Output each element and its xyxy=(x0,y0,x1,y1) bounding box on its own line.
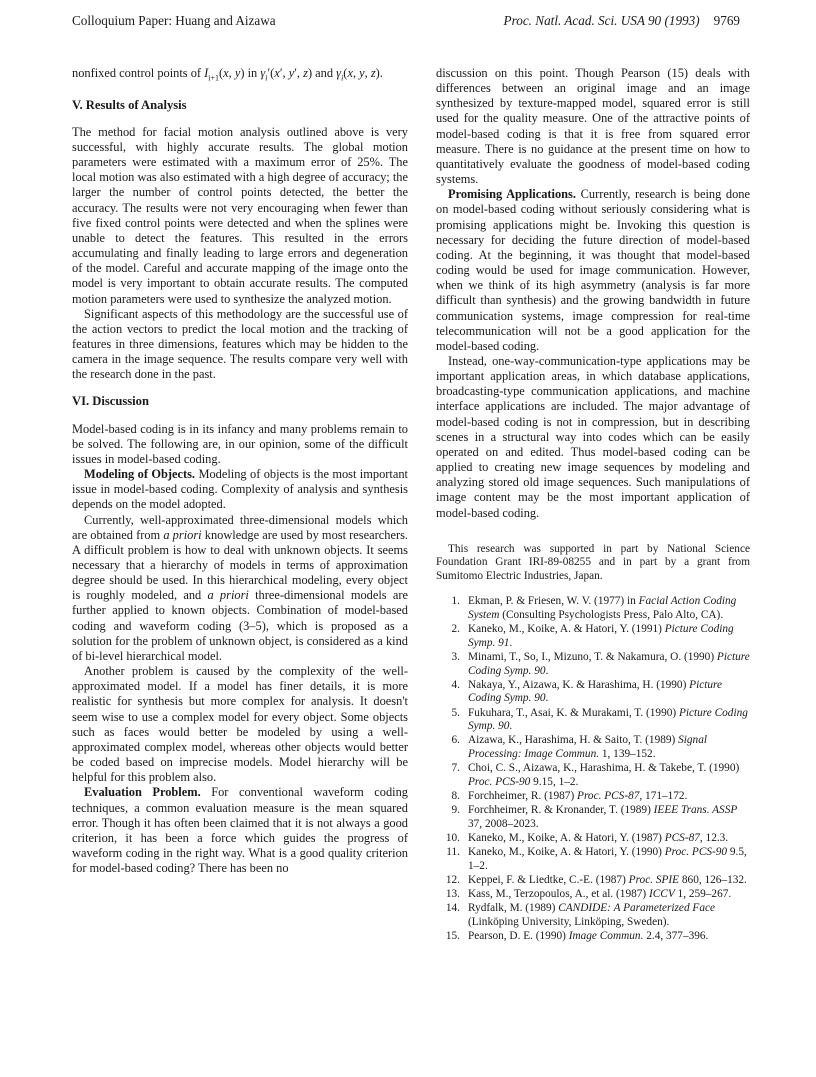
reference-authors: Kaneko, M., Koike, A. & Hatori, Y. (1987) xyxy=(468,831,665,844)
modeling-paragraph-1 xyxy=(72,467,408,512)
reference-authors: Kass, M., Terzopoulos, A., et al. (1987) xyxy=(468,888,649,901)
promising-run-in-title: Promising Applications. xyxy=(448,187,576,202)
reference-authors: Nakaya, Y., Aizawa, K. & Harashima, H. (1990) xyxy=(468,678,690,691)
reference-number: 1. xyxy=(451,595,460,608)
reference-source: Image Commun. xyxy=(568,930,644,943)
reference-details: 2.4, 377–396. xyxy=(643,930,709,943)
a-priori-italic-2: a priori xyxy=(207,588,249,603)
reference-item xyxy=(436,888,750,902)
reference-authors: Aizawa, K., Harashima, H. & Saito, T. (1989) xyxy=(468,734,679,747)
reference-number: 13. xyxy=(445,888,460,901)
reference-authors: Choi, C. S., Aizawa, K., Harashima, H. & Takebe, T. (1990) xyxy=(468,762,740,775)
reference-details: , 12.3. xyxy=(699,831,729,844)
left-column xyxy=(72,66,408,876)
reference-authors: Rydfalk, M. (1989) xyxy=(468,902,559,915)
reference-number: 14. xyxy=(445,902,460,915)
acknowledgment: This research was supported in part by National Science Foundation Grant IRI-89-08255 and in part by a grant from Sumitomo Electric Industries, Japan. xyxy=(436,542,750,582)
header-authors: Colloquium Paper: Huang and Aizawa xyxy=(72,13,276,28)
promising-paragraph-2: Instead, one-way-communication-type applications may be important application areas, in which database applications, broadcasting-type communication applications, and machine interface applications are included. The major advantage of model-based coding is not in compression, but in describing scenes in a structural way into codes which can be easily operated on and edited. Thus model-based coding can be applied to creating new image sequences by modeling and analyzing stored old image sequences. Such manipulations of image content may be the most important application of model-based coding. xyxy=(436,353,750,520)
reference-item xyxy=(436,930,750,944)
reference-authors: Keppei, F. & Liedtke, C.-E. (1987) xyxy=(468,873,629,886)
reference-source: IEEE Trans. ASSP xyxy=(653,804,738,817)
reference-item xyxy=(436,762,750,789)
reference-item xyxy=(436,832,750,846)
reference-source: Picture Coding Symp. 91 xyxy=(468,623,734,649)
reference-authors: Kaneko, M., Koike, A. & Hatori, Y. (1990) xyxy=(468,846,665,859)
back-matter xyxy=(436,543,750,944)
reference-details: , 171–172. xyxy=(639,789,688,802)
reference-details: 9.15, 1–2. xyxy=(530,775,579,788)
reference-text xyxy=(468,651,750,678)
evaluation-paragraph-1 xyxy=(72,785,408,876)
reference-text xyxy=(468,902,750,929)
reference-number: 10. xyxy=(445,831,460,844)
modeling-text-2c: three-dimensional models are further applied to known objects. Combination of model-based coding and waveform coding (3–5), which is proposed as a solution for the problem of unknown object, is considered as a kind of bi-level hierarchical model. xyxy=(72,588,408,663)
reference-details: (Linköping University, Linköping, Sweden). xyxy=(468,915,670,928)
reference-text xyxy=(468,623,750,650)
reference-details: . xyxy=(509,720,513,733)
reference-text xyxy=(468,679,750,706)
reference-text xyxy=(468,846,750,873)
reference-item xyxy=(436,804,750,831)
reference-details: (Consulting Psychologists Press, Palo Alto, CA). xyxy=(499,609,724,622)
reference-number: 15. xyxy=(445,930,460,943)
reference-authors: Kaneko, M., Koike, A. & Hatori, Y. (1991) xyxy=(468,623,665,636)
reference-number: 9. xyxy=(451,804,460,817)
reference-list xyxy=(436,595,750,943)
reference-item xyxy=(436,846,750,873)
reference-details: . xyxy=(545,664,549,677)
evaluation-text-1: For conventional waveform coding techniques, a common evaluation measure is the mean squared error. Though it has often been claimed that it is not always a good criterion, it has been a force which guides the progress of waveform coding in the right way. What is a good quality criterion for model-based coding? There has been no xyxy=(72,785,408,876)
reference-details: . xyxy=(545,692,549,705)
reference-source: ICCV xyxy=(648,888,675,901)
reference-text xyxy=(468,804,750,831)
reference-details: 1, 259–267. xyxy=(674,888,732,901)
section-heading-discussion: VI. Discussion xyxy=(72,394,149,409)
reference-item xyxy=(436,707,750,734)
modeling-text-2b: knowledge are used by most researchers. A difficult problem is how to deal with unknown objects. It seems necessary that a hierarchy of models in terms of approximation degree should be used. In this hierarchical modeling, every object is roughly modeled, and xyxy=(72,527,408,603)
reference-text xyxy=(468,874,750,888)
continuation-text: nonfixed control points of $I_{i+1}(x$, y) in $\gamma_i'(x'$, y′, z) and $\gamma_i(x$, y, z). xyxy=(72,66,383,83)
reference-text xyxy=(468,888,750,902)
modeling-text-1: Modeling of objects is the most important issue in model-based coding. Complexity of analysis and synthesis depends on the model adopted. xyxy=(72,467,408,512)
reference-source: Picture Coding Symp. 90 xyxy=(468,706,748,733)
evaluation-run-in-title: Evaluation Problem. xyxy=(84,785,201,800)
right-column xyxy=(436,66,750,944)
reference-number: 8. xyxy=(451,789,460,802)
reference-authors: Pearson, D. E. (1990) xyxy=(468,930,569,943)
reference-authors: Forchheimer, R. & Kronander, T. (1989) xyxy=(468,804,654,817)
reference-number: 5. xyxy=(451,706,460,719)
results-paragraph-1: The method for facial motion analysis outlined above is very successful, with highly accurate results. The global motion parameters were estimated with a maximum error of 25%. The local motion was also estimated with a high degree of accuracy; the larger the number of control points detected, the better the accuracy. The results were not very encouraging when fewer than five fixed control points were detected and when the splines were unable to detect the features. This resulted in the errors accumulating and finally leading to large errors and degeneration of the model. Careful and accurate mapping of the image onto the model is very important to obtain accurate results. The computed motion parameters were used to synthesize the analyzed motion. xyxy=(72,124,408,306)
reference-text xyxy=(468,790,750,804)
reference-number: 11. xyxy=(446,846,460,859)
reference-number: 12. xyxy=(445,873,460,886)
reference-item xyxy=(436,623,750,650)
discussion-intro: Model-based coding is in its infancy and many problems remain to be solved. The following are, in our opinion, some of the difficult issues in model-based coding. xyxy=(72,421,408,466)
reference-source: PCS-87 xyxy=(664,831,700,844)
section-heading-results: V. Results of Analysis xyxy=(72,97,187,112)
reference-source: Picture Coding Symp. 90 xyxy=(468,651,750,677)
reference-number: 7. xyxy=(451,762,460,775)
reference-source: Proc. SPIE xyxy=(628,873,680,886)
running-header xyxy=(72,12,740,30)
modeling-paragraph-3: Another problem is caused by the complexity of the well-approximated model. If a model has finer details, it is more realistic for synthesis but more complex for analysis. It doesn't seem wise to use a complex model for every object. Some objects such as faces would better be modeled by using a well-approximated complex model, whereas other objects would better be coded based on imprecise models. Model hierarchy will be helpful for this problem also. xyxy=(72,664,408,785)
reference-details: . xyxy=(509,636,513,649)
reference-item xyxy=(436,651,750,678)
modeling-run-in-title: Modeling of Objects. xyxy=(84,467,196,482)
reference-source: CANDIDE: A Parameterized Face xyxy=(558,902,716,915)
journal-citation: Proc. Natl. Acad. Sci. USA 90 (1993) xyxy=(503,13,700,28)
reference-authors: Ekman, P. & Friesen, W. V. (1977) in xyxy=(468,595,639,608)
promising-paragraph-1 xyxy=(436,187,750,354)
reference-text xyxy=(468,762,750,789)
reference-details: 860, 126–132. xyxy=(679,873,747,886)
reference-source: Proc. PCS-87 xyxy=(577,789,640,802)
reference-item xyxy=(436,790,750,804)
page-number: 9769 xyxy=(713,13,740,28)
reference-source: Picture Coding Symp. 90 xyxy=(468,678,723,705)
reference-text xyxy=(468,595,750,622)
reference-text xyxy=(468,832,750,846)
reference-source: Proc. PCS-90 xyxy=(468,775,531,788)
reference-authors: Fukuhara, T., Asai, K. & Murakami, T. (1990) xyxy=(468,706,679,719)
reference-number: 4. xyxy=(451,678,460,691)
header-journal xyxy=(504,12,740,30)
reference-details: 9.5, 1–2. xyxy=(468,846,747,872)
reference-details: 1, 139–152. xyxy=(599,747,656,760)
reference-number: 2. xyxy=(451,623,460,636)
reference-text xyxy=(468,707,750,734)
reference-item xyxy=(436,734,750,761)
reference-authors: Minami, T., So, I., Mizuno, T. & Nakamura, O. (1990) xyxy=(468,651,717,664)
promising-text-1: Currently, research is being done on model-based coding without seriously considering what is promising applications might be. Invoking this question is necessary for deciding the future direction of model-based coding. At the beginning, it was thought that model-based coding would be used for image communication. However, when we think of its high asymmetry (analysis is far more difficult than synthesis) and the growing bandwidth in future communication systems, image compression for real-time telecommunication will not be a good application for the model-based coding. xyxy=(436,187,750,353)
reference-authors: Forchheimer, R. (1987) xyxy=(468,789,578,802)
reference-number: 3. xyxy=(451,651,460,664)
reference-item xyxy=(436,595,750,622)
reference-item xyxy=(436,874,750,888)
reference-source: Proc. PCS-90 xyxy=(664,846,728,859)
reference-source: Signal Processing: Image Commun. xyxy=(468,734,707,760)
a-priori-italic: a priori xyxy=(163,527,202,542)
reference-item xyxy=(436,902,750,929)
reference-number: 6. xyxy=(451,734,460,747)
reference-details: 37, 2008–2023. xyxy=(468,817,539,830)
modeling-text-2a: Currently, well-approximated three-dimensional models which are obtained from xyxy=(72,512,408,542)
reference-item xyxy=(436,679,750,706)
reference-text xyxy=(468,930,750,944)
reference-source: Facial Action Coding System xyxy=(468,595,737,622)
reference-text xyxy=(468,734,750,761)
results-paragraph-2: Significant aspects of this methodology are the successful use of the action vectors to predict the local motion and the tracking of features in three dimensions, features which may be hidden to the camera in the image sequence. The results compare very well with the research done in the past. xyxy=(72,306,408,382)
modeling-paragraph-2 xyxy=(72,513,408,665)
evaluation-continuation: discussion on this point. Though Pearson (15) deals with differences between an original image and an image synthesized by texture-mapped model, squared error is still used for the quality measure. One of the attractive points of model-based coding is that it is free from squared error measure. There is no guidance at the present time on how to quantitatively evaluate the goodness of model-based coding systems. xyxy=(436,66,750,187)
